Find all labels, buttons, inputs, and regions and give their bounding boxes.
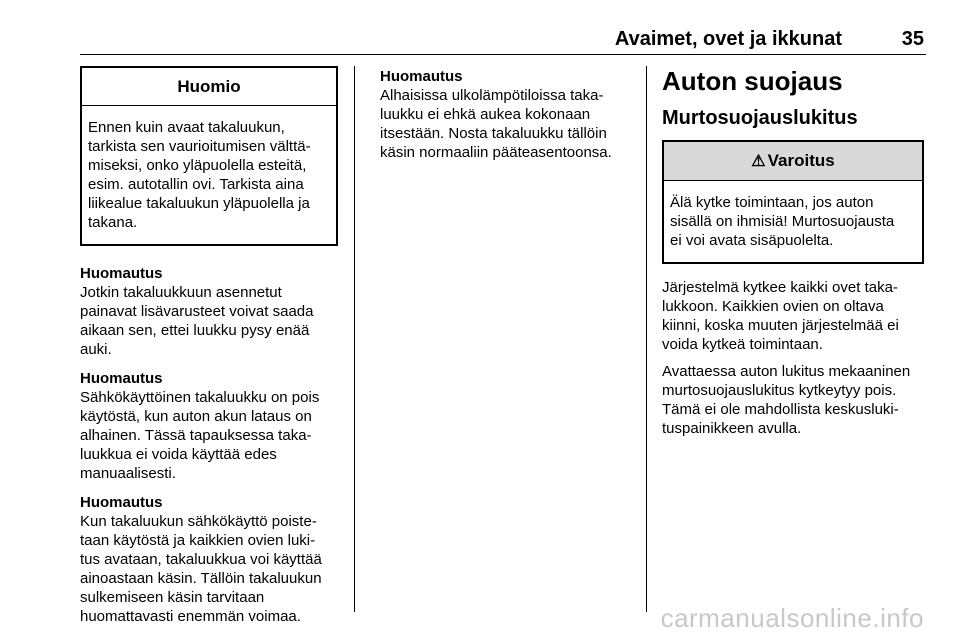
column-1	[80, 66, 338, 626]
note-1	[80, 264, 338, 359]
warning-text: Älä kytke toimintaan, jos auton sisällä on ihmisiä! Murtosuojausta ei voi avata sisäpuolelta.	[670, 194, 895, 249]
warning-triangle-icon: ⚠	[751, 153, 766, 170]
chapter-title: Avaimet, ovet ja ikkunat	[614, 28, 842, 50]
note-title: Huomautus	[380, 68, 463, 85]
watermark: carmanualsonline.info	[660, 603, 924, 633]
warning-title: Varoitus	[767, 151, 835, 170]
subsection-title: Murtosuojauslukitus	[662, 107, 858, 129]
column-2	[380, 67, 630, 162]
note-2	[80, 369, 338, 483]
paragraph-2: Avattaessa auton lukitus mekaaninen murtosuojauslukitus kytkeytyy pois. Tämä ei ole mahdollista keskusluki- tuspainikkeen avulla.	[662, 363, 911, 437]
header-divider	[80, 54, 926, 55]
note-3	[80, 493, 338, 626]
note-text: Kun takaluukun sähkökäyttö poiste- taan käytöstä ja kaikkien ovien luki- tus avataan, takaluukkua voi käyttää ainoastaan käsin. Tällöin takaluukun sulkemiseen käsin tarvitaan huomattavasti enemmän voimaa.	[80, 513, 322, 625]
section-title: Auton suojaus	[662, 66, 843, 96]
caution-text: Ennen kuin avaat takaluukun, tarkista sen vaurioitumisen välttä- miseksi, onko yläpuolella esteitä, esim. autotallin ovi. Tarkista aina liikealue takaluukun yläpuolella ja takana.	[88, 119, 311, 231]
page-number: 35	[901, 28, 924, 50]
note-title: Huomautus	[80, 370, 163, 387]
note-text: Sähkökäyttöinen takaluukku on pois käytöstä, kun auton akun lataus on alhainen. Tässä tapauksessa taka- luukkua ei voida käyttää edes manuaalisesti.	[80, 389, 320, 482]
note-text: Alhaisissa ulkolämpötiloissa taka- luukku ei ehkä aukea kokonaan itsestään. Nosta takaluukku tällöin käsin normaaliin pääteasentoonsa.	[380, 87, 612, 161]
caution-box	[80, 66, 338, 246]
column-divider-2	[646, 66, 647, 612]
caution-title: Huomio	[82, 68, 336, 106]
paragraph-1: Järjestelmä kytkee kaikki ovet taka- lukkoon. Kaikkien ovien on oltava kiinni, koska muuten järjestelmää ei voida kytkeä toimintaan.	[662, 279, 899, 353]
column-3	[662, 66, 924, 438]
note-title: Huomautus	[80, 494, 163, 511]
note-title: Huomautus	[80, 265, 163, 282]
note-text: Jotkin takaluukkuun asennetut painavat lisävarusteet voivat saada aikaan sen, ettei luukku pysy enää auki.	[80, 284, 314, 358]
column-divider-1	[354, 66, 355, 612]
warning-box	[662, 140, 924, 264]
warning-header	[664, 142, 922, 181]
